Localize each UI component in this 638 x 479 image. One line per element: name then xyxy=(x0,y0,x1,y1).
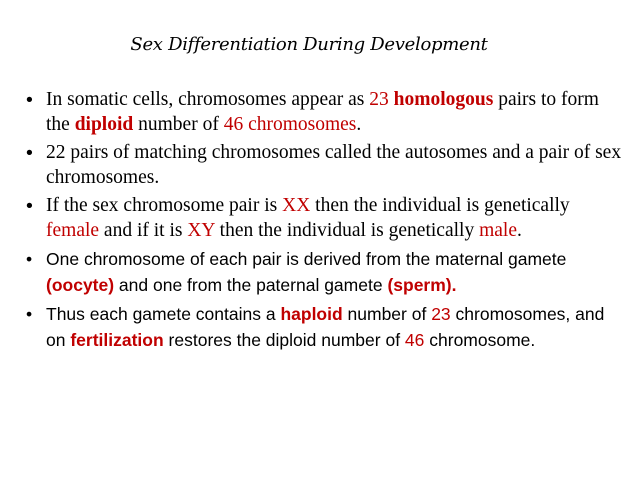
bullet-text: pairs to form the xyxy=(46,89,599,135)
bullet-text: If the sex chromosome pair is xyxy=(46,195,283,216)
bullet-text: number of xyxy=(133,113,224,135)
highlighted-term: XX xyxy=(282,195,311,216)
highlighted-term: 23 xyxy=(431,304,451,324)
highlighted-term: homologous xyxy=(393,89,494,110)
bullet-text: . xyxy=(516,219,522,241)
bullet-text: and if it is xyxy=(99,219,188,241)
slide-title: Sex Differentiation During Development xyxy=(130,34,488,55)
bullet-text: chromosome. xyxy=(424,329,536,350)
bullet-text: then the individual is genetically xyxy=(310,195,570,216)
bullet-list xyxy=(24,88,624,357)
highlighted-term: (oocyte) xyxy=(46,274,115,295)
bullet-text: chromosomes, and on xyxy=(46,304,605,350)
highlighted-term: 46 xyxy=(404,329,425,350)
highlighted-term: XY xyxy=(187,219,215,241)
bullet-haploid-fertilization xyxy=(24,302,624,353)
bullet-gamete-origin xyxy=(24,247,624,298)
bullet-text: Thus each gamete contains a xyxy=(46,304,281,324)
bullet-sex-chromosome-pair xyxy=(24,194,624,243)
bullet-autosomes xyxy=(24,141,624,190)
highlighted-term: female xyxy=(46,219,100,241)
bullet-text: number of xyxy=(342,304,432,324)
highlighted-term: (sperm). xyxy=(387,274,457,295)
bullet-text: . xyxy=(356,113,362,135)
highlighted-term: 23 xyxy=(369,89,389,110)
bullet-text: One chromosome of each pair is derived from the maternal gamete xyxy=(46,249,567,269)
bullet-text: then the individual is genetically xyxy=(214,219,480,241)
highlighted-term: diploid xyxy=(74,113,134,135)
bullet-text: In somatic cells, chromosomes appear as xyxy=(46,89,370,110)
bullet-text: and one from the paternal gamete xyxy=(114,274,388,295)
highlighted-term: 46 chromosomes xyxy=(223,113,357,135)
highlighted-term: male xyxy=(479,219,517,241)
bullet-text: restores the diploid number of xyxy=(163,329,405,350)
bullet-text: 22 pairs of matching chromosomes called the autosomes and a pair of sex chromosomes. xyxy=(46,142,622,188)
bullet-somatic-chromosomes xyxy=(24,88,624,137)
highlighted-term: haploid xyxy=(280,304,343,324)
highlighted-term: fertilization xyxy=(70,329,164,350)
